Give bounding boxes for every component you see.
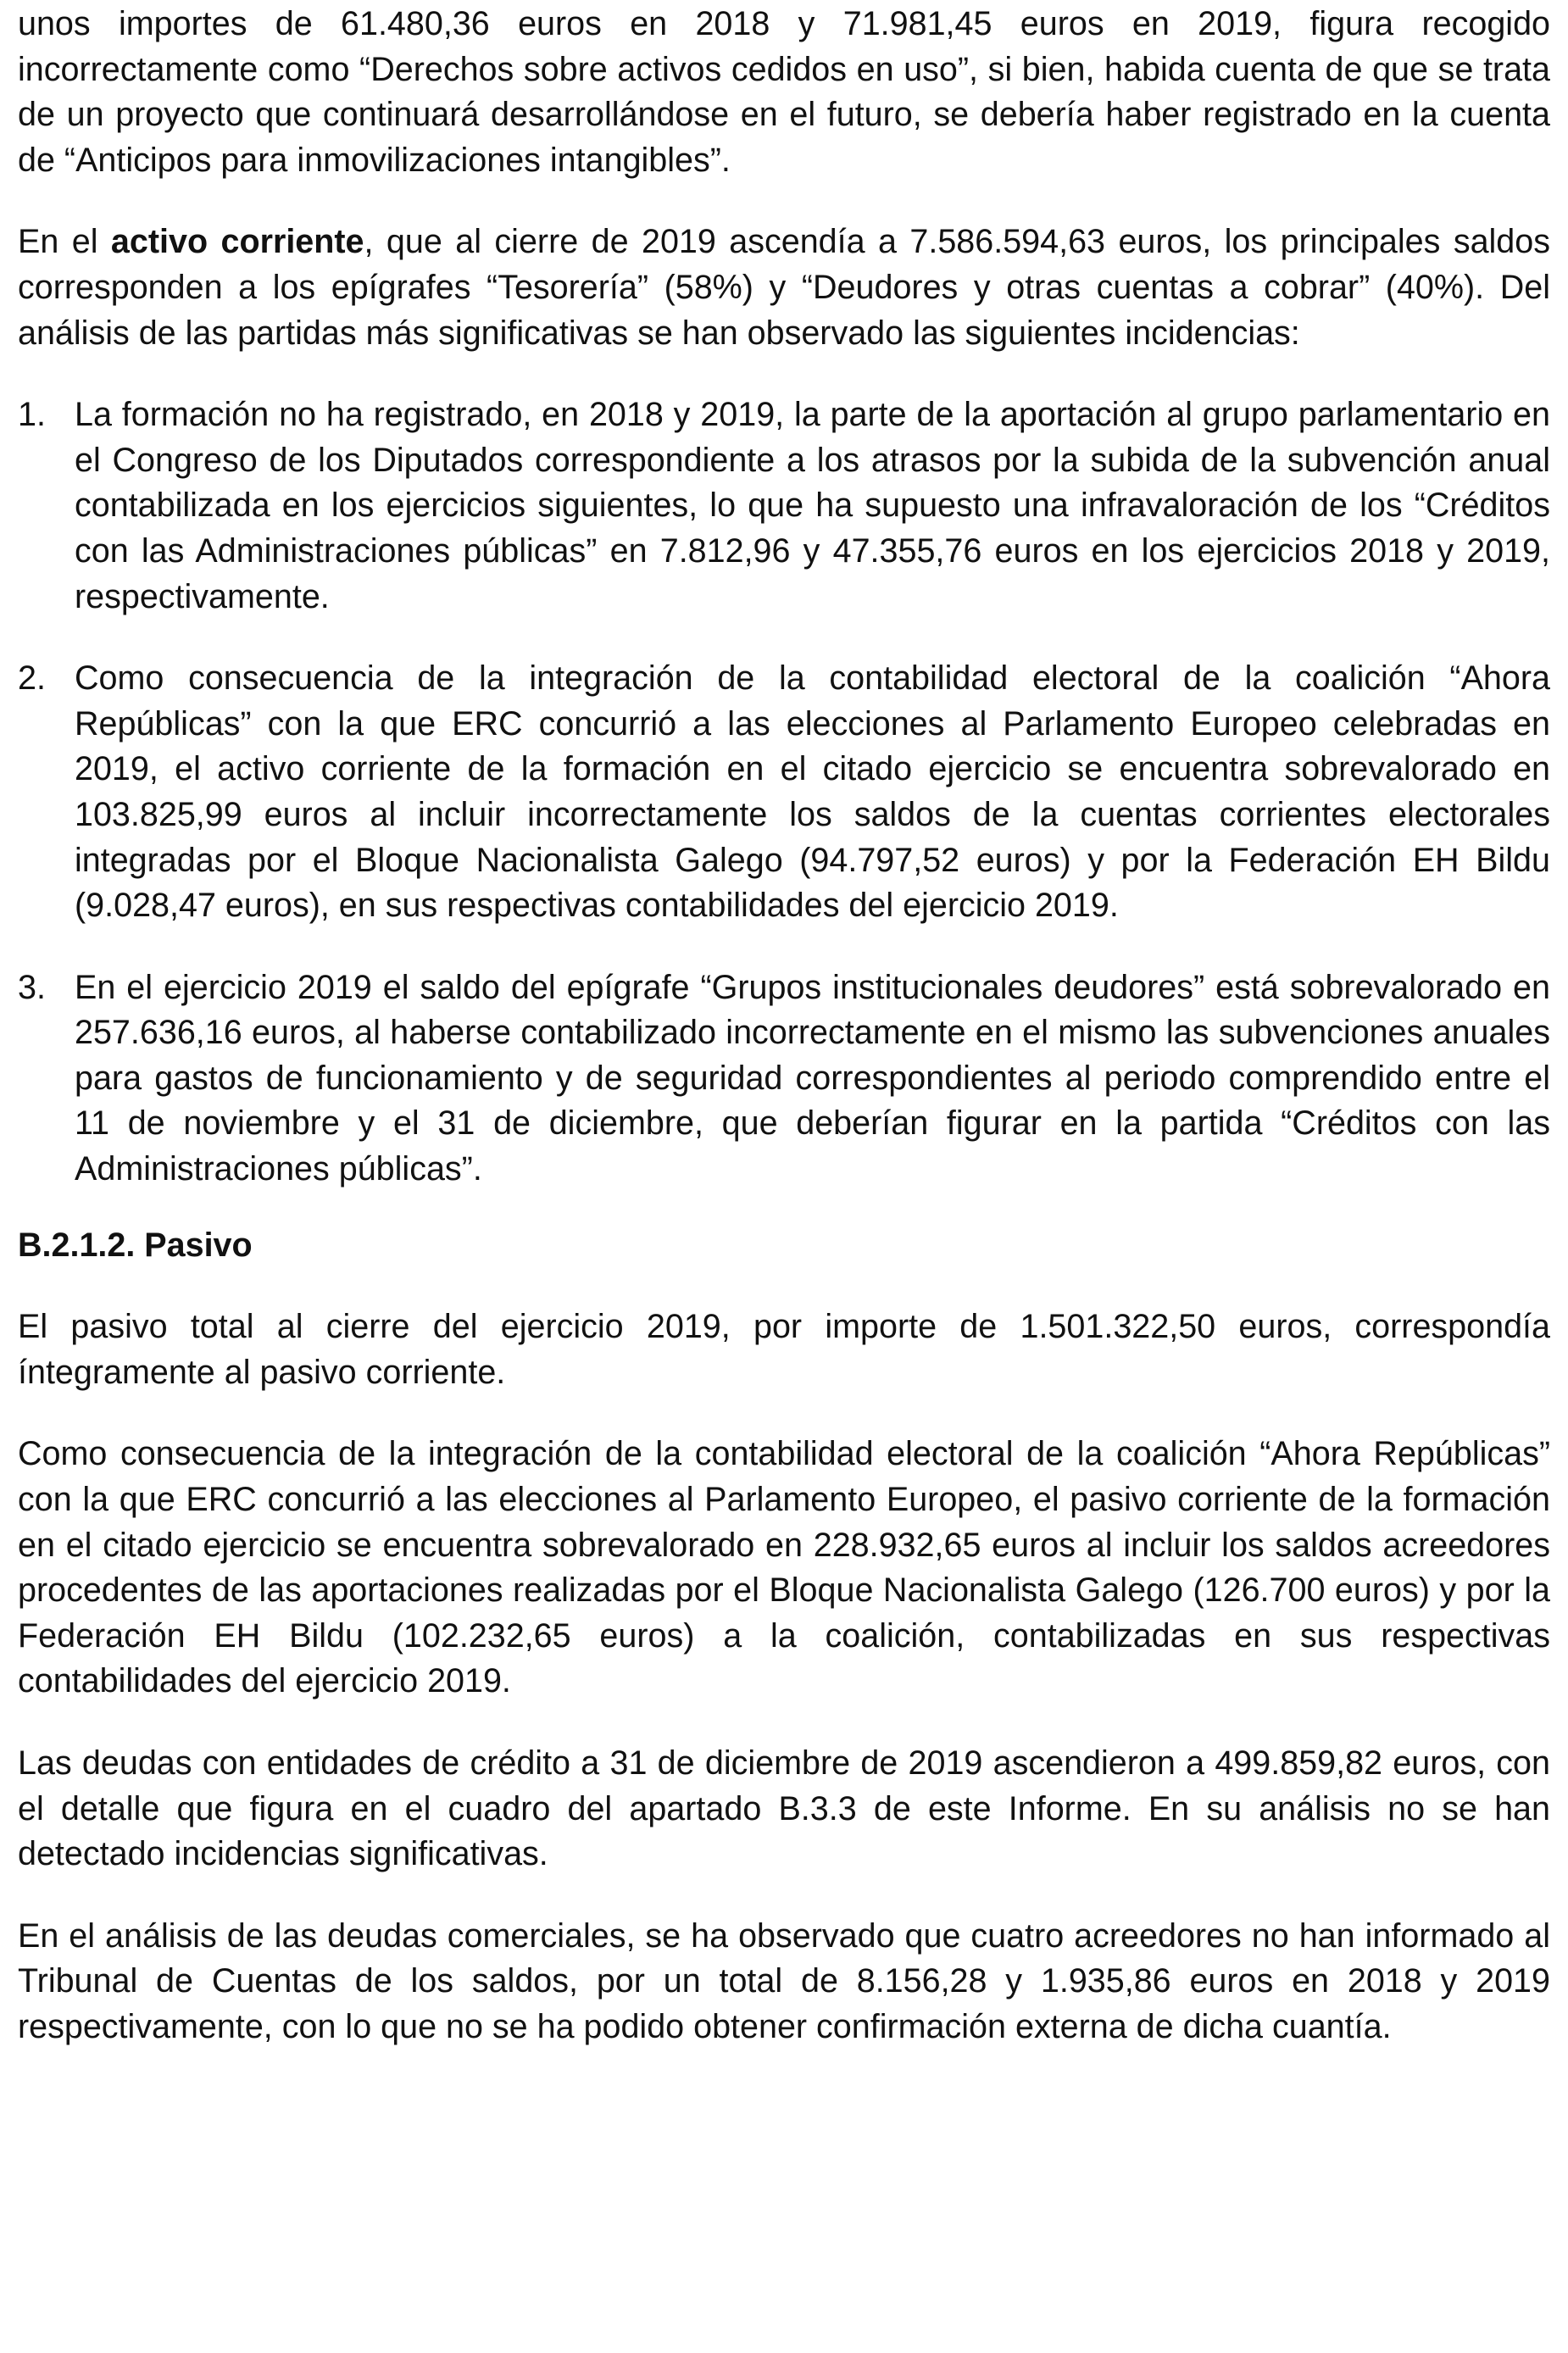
- pasivo-paragraph: El pasivo total al cierre del ejercicio 2019, por importe de 1.501.322,50 euros, correspondía íntegramente al pasivo corriente.: [18, 1308, 1550, 1391]
- incidencia-text: La formación no ha registrado, en 2018 y 2019, la parte de la aportación al grupo parlamentario en el Congreso de los Diputados correspondiente a los atrasos por la subida de la subvención anual contabilizada en los ejercicios siguientes, lo que ha supuesto una infravaloración de los “Créditos con las Administraciones públicas” en 7.812,96 y 47.355,76 euros en los ejercicios 2018 y 2019, respectivamente.: [75, 396, 1550, 615]
- incidencia-number: 2.: [18, 659, 46, 698]
- pasivo-paragraph: Las deudas con entidades de crédito a 31 de diciembre de 2019 ascendieron a 499.859,82 euros, con el detalle que figura en el cuadro del apartado B.3.3 de este Informe. En su análisis no se han detectado incidencias significativas.: [18, 1744, 1550, 1873]
- continuation-paragraph: unos importes de 61.480,36 euros en 2018 y 71.981,45 euros en 2019, figura recogido incorrectamente como “Derechos sobre activos cedidos en uso”, si bien, habida cuenta de que se trata de un proyecto que continuará desarrollándose en el futuro, se debería haber registrado en la cuenta de “Anticipos para inmovilizaciones intangibles”.: [18, 5, 1550, 179]
- pasivo-paragraph: En el análisis de las deudas comerciales, se ha observado que cuatro acreedores no han informado al Tribunal de Cuentas de los saldos, por un total de 8.156,28 y 1.935,86 euros en 2018 y 2019 respectivamente, con lo que no se ha podido obtener confirmación externa de dicha cuantía.: [18, 1916, 1550, 2045]
- section-heading-pasivo: B.2.1.2. Pasivo: [18, 1226, 253, 1264]
- pasivo-paragraph: Como consecuencia de la integración de la contabilidad electoral de la coalición “Ahora Repúblicas” con la que ERC concurrió a las elecciones al Parlamento Europeo, el pasivo corriente de la formación en el citado ejercicio se encuentra sobrevalorado en 228.932,65 euros al incluir los saldos acreedores procedentes de las aportaciones realizadas por el Bloque Nacionalista Galego (126.700 euros) y por la Federación EH Bildu (102.232,65 euros) a la coalición, contabilizadas en sus respectivas contabilidades del ejercicio 2019.: [18, 1435, 1550, 1700]
- document-page: [18, 0, 1550, 2050]
- incidencia-item-1: [18, 392, 1550, 620]
- incidencia-text: En el ejercicio 2019 el saldo del epígrafe “Grupos institucionales deudores” está sobrevalorado en 257.636,16 euros, al haberse contabilizado incorrectamente en el mismo las subvenciones anuales para gastos de funcionamiento y de seguridad correspondientes al periodo comprendido entre el 11 de noviembre y el 31 de diciembre, que deberían figurar en la partida “Créditos con las Administraciones públicas”.: [75, 968, 1550, 1188]
- incidencia-item-3: [18, 965, 1550, 1193]
- activo-corriente-prefix: En el: [18, 223, 111, 261]
- incidencia-item-2: [18, 656, 1550, 929]
- incidencia-text: Como consecuencia de la integración de la contabilidad electoral de la coalición “Ahora Repúblicas” con la que ERC concurrió a las elecciones al Parlamento Europeo celebradas en 2019, el activo corriente de la formación en el citado ejercicio se encuentra sobrevalorado en 103.825,99 euros al incluir incorrectamente los saldos de la cuentas corrientes electorales integradas por el Bloque Nacionalista Galego (94.797,52 euros) y por la Federación EH Bildu (9.028,47 euros), en sus respectivas contabilidades del ejercicio 2019.: [75, 659, 1550, 925]
- activo-corriente-bold: activo corriente: [110, 223, 364, 261]
- incidencia-number: 1.: [18, 396, 46, 434]
- incidencia-number: 3.: [18, 968, 46, 1006]
- activo-corriente-paragraph: [18, 220, 1550, 356]
- activo-corriente-suffix: , que al cierre de 2019 ascendía a 7.586.594,63 euros, los principales saldos corresponden a los epígrafes “Tesorería” (58%) y “Deudores y otras cuentas a cobrar” (40%). Del análisis de las partidas más significativas se han observado las siguientes incidencias:: [18, 223, 1550, 352]
